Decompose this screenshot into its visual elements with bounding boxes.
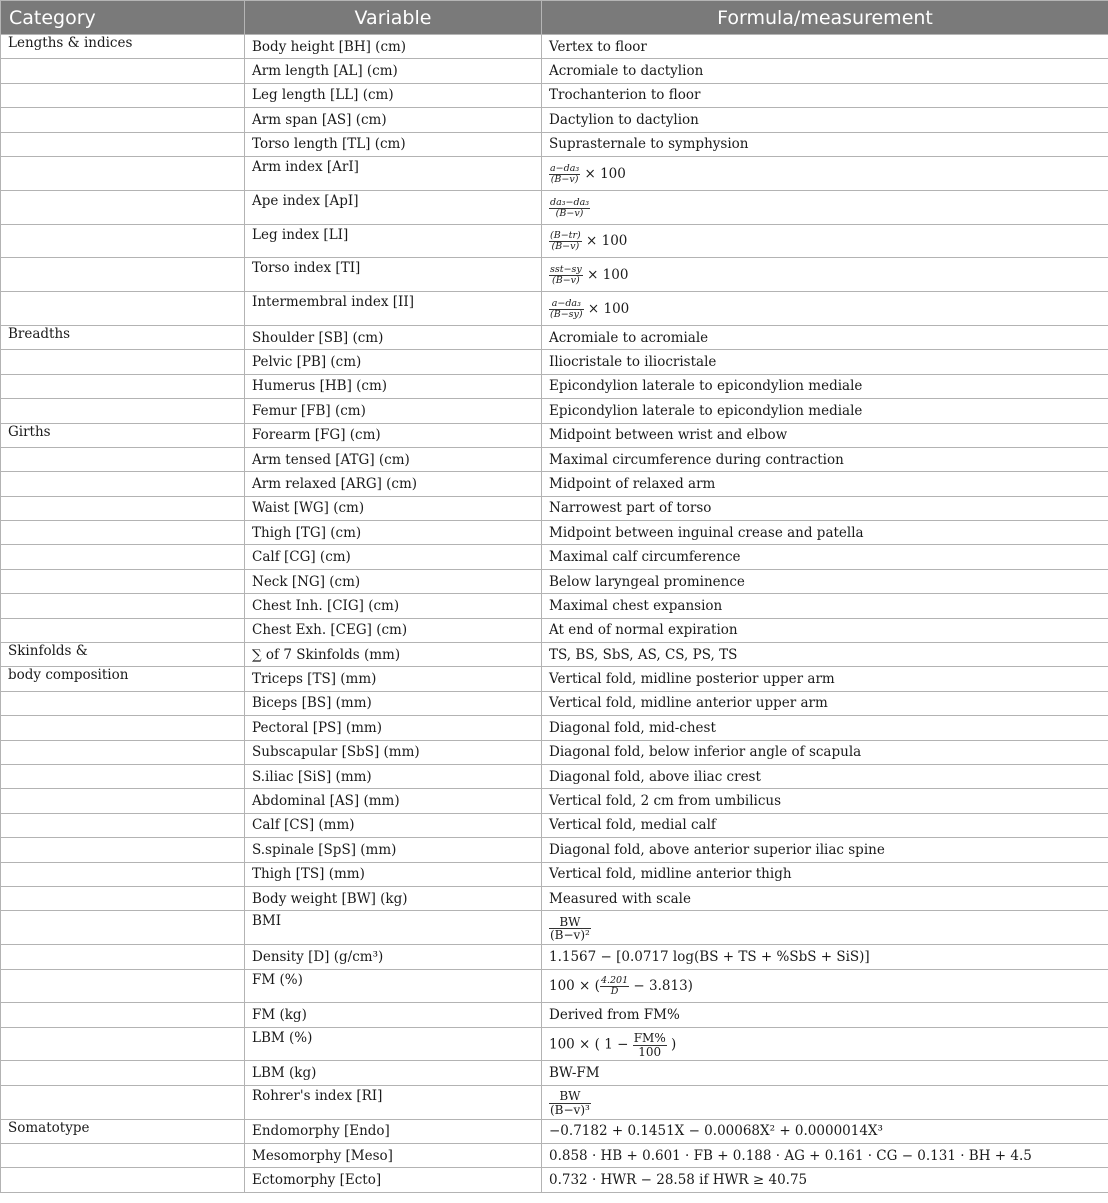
table-row — [1, 764, 1108, 788]
cell-variable: Torso length [TL] (cm) — [245, 132, 542, 156]
cell-variable: Subscapular [SbS] (mm) — [245, 740, 542, 764]
table-body — [1, 35, 1108, 1193]
cell-category — [1, 1085, 245, 1119]
cell-formula: Measured with scale — [542, 886, 1108, 910]
cell-category — [1, 224, 245, 258]
cell-formula: Vertical fold, midline posterior upper arm — [542, 667, 1108, 691]
cell-formula: Suprasternale to symphysion — [542, 132, 1108, 156]
cell-category — [1, 594, 245, 618]
table-row — [1, 945, 1108, 969]
table-row — [1, 350, 1108, 374]
cell-category — [1, 618, 245, 642]
cell-formula — [542, 911, 1108, 945]
table-row — [1, 862, 1108, 886]
cell-variable: Femur [FB] (cm) — [245, 399, 542, 423]
table-row — [1, 156, 1108, 190]
fraction-numerator: BW — [549, 916, 591, 930]
header-row — [1, 1, 1108, 35]
cell-category — [1, 911, 245, 945]
table-row — [1, 1061, 1108, 1085]
cell-category — [1, 1168, 245, 1192]
cell-variable: Ape index [ApI] — [245, 190, 542, 224]
cell-category: body composition — [1, 667, 245, 691]
cell-category — [1, 886, 245, 910]
fraction-numerator: (B−tr) — [550, 230, 581, 242]
formula-suffix: ) — [666, 1036, 677, 1053]
cell-variable: Calf [CS] (mm) — [245, 813, 542, 837]
fraction-numerator: 4.201 — [600, 975, 629, 987]
cell-category — [1, 740, 245, 764]
formula-suffix: × 100 — [582, 267, 629, 284]
table-row — [1, 59, 1108, 83]
cell-formula: Diagonal fold, mid-chest — [542, 716, 1108, 740]
table-row — [1, 190, 1108, 224]
cell-category — [1, 83, 245, 107]
cell-variable: Arm tensed [ATG] (cm) — [245, 447, 542, 471]
cell-variable: Abdominal [AS] (mm) — [245, 789, 542, 813]
table-row — [1, 325, 1108, 349]
fraction — [549, 231, 582, 252]
cell-category: Skinfolds & — [1, 643, 245, 667]
cell-variable: ∑ of 7 Skinfolds (mm) — [245, 643, 542, 667]
cell-formula: Trochanterion to floor — [542, 83, 1108, 107]
cell-variable: Thigh [TG] (cm) — [245, 521, 542, 545]
formula-prefix: 100 × ( 1 − — [549, 1036, 633, 1053]
cell-formula: TS, BS, SbS, AS, CS, PS, TS — [542, 643, 1108, 667]
cell-variable: Mesomorphy [Meso] — [245, 1144, 542, 1168]
table-row — [1, 838, 1108, 862]
cell-category — [1, 132, 245, 156]
cell-formula: Vertical fold, 2 cm from umbilicus — [542, 789, 1108, 813]
table-row — [1, 667, 1108, 691]
table-row — [1, 423, 1108, 447]
fraction-denominator: (B−v) — [550, 173, 579, 185]
table-row — [1, 132, 1108, 156]
cell-formula: Diagonal fold, above iliac crest — [542, 764, 1108, 788]
cell-formula — [542, 1085, 1108, 1119]
fraction-numerator: FM% — [633, 1030, 666, 1045]
cell-formula: Dactylion to dactylion — [542, 108, 1108, 132]
cell-formula — [542, 969, 1108, 1003]
cell-category — [1, 838, 245, 862]
cell-formula: Midpoint between inguinal crease and patella — [542, 521, 1108, 545]
cell-formula: Midpoint between wrist and elbow — [542, 423, 1108, 447]
cell-variable: Ectomorphy [Ecto] — [245, 1168, 542, 1192]
cell-formula: Vertex to floor — [542, 35, 1108, 59]
cell-variable: Forearm [FG] (cm) — [245, 423, 542, 447]
cell-variable: Waist [WG] (cm) — [245, 496, 542, 520]
cell-variable: BMI — [245, 911, 542, 945]
table-row — [1, 292, 1108, 326]
cell-category — [1, 472, 245, 496]
fraction-denominator: (B−v)³ — [550, 1102, 590, 1117]
cell-category — [1, 496, 245, 520]
fraction-numerator: sst−sy — [550, 264, 582, 276]
table-row — [1, 35, 1108, 59]
cell-category — [1, 350, 245, 374]
cell-category — [1, 813, 245, 837]
cell-category — [1, 789, 245, 813]
cell-category — [1, 716, 245, 740]
fraction — [633, 1032, 667, 1058]
cell-formula: −0.7182 + 0.1451X − 0.00068X² + 0.0000014X³ — [542, 1119, 1108, 1143]
cell-formula: BW-FM — [542, 1061, 1108, 1085]
cell-formula: Maximal calf circumference — [542, 545, 1108, 569]
cell-variable: Arm length [AL] (cm) — [245, 59, 542, 83]
table-row — [1, 716, 1108, 740]
cell-formula: Derived from FM% — [542, 1003, 1108, 1027]
cell-category — [1, 1027, 245, 1061]
fraction-numerator: da₃−da₃ — [550, 196, 590, 208]
fraction — [549, 265, 583, 286]
table-row — [1, 1119, 1108, 1143]
fraction-denominator: (B−v) — [555, 207, 584, 219]
cell-formula — [542, 292, 1108, 326]
cell-category — [1, 1061, 245, 1085]
table-row — [1, 740, 1108, 764]
cell-formula: 0.858 · HB + 0.601 · FB + 0.188 · AG + 0.161 · CG − 0.131 · BH + 4.5 — [542, 1144, 1108, 1168]
cell-variable: Leg length [LL] (cm) — [245, 83, 542, 107]
table-row — [1, 886, 1108, 910]
table-row — [1, 496, 1108, 520]
cell-category — [1, 862, 245, 886]
formula-prefix: 100 × ( — [549, 978, 600, 995]
cell-category — [1, 969, 245, 1003]
cell-formula: Diagonal fold, below inferior angle of scapula — [542, 740, 1108, 764]
table-row — [1, 258, 1108, 292]
header-formula: Formula/measurement — [542, 1, 1108, 35]
cell-variable: Thigh [TS] (mm) — [245, 862, 542, 886]
cell-variable: Intermembral index [II] — [245, 292, 542, 326]
fraction-denominator: (B−sy) — [550, 309, 583, 321]
formula-suffix: − 3.813) — [629, 978, 693, 995]
table-row — [1, 813, 1108, 837]
fraction — [549, 299, 584, 320]
cell-variable: Triceps [TS] (mm) — [245, 667, 542, 691]
fraction-denominator: (B−v)² — [550, 928, 590, 943]
cell-category — [1, 945, 245, 969]
cell-formula: Vertical fold, midline anterior thigh — [542, 862, 1108, 886]
cell-formula — [542, 156, 1108, 190]
cell-variable: Density [D] (g/cm³) — [245, 945, 542, 969]
cell-variable: Pectoral [PS] (mm) — [245, 716, 542, 740]
cell-category — [1, 1003, 245, 1027]
cell-formula: Acromiale to acromiale — [542, 325, 1108, 349]
cell-category — [1, 1144, 245, 1168]
fraction-denominator: (B−v) — [551, 241, 580, 253]
cell-variable: Arm relaxed [ARG] (cm) — [245, 472, 542, 496]
cell-variable: LBM (%) — [245, 1027, 542, 1061]
cell-category — [1, 374, 245, 398]
cell-category — [1, 258, 245, 292]
cell-category: Girths — [1, 423, 245, 447]
cell-category — [1, 156, 245, 190]
cell-formula: Narrowest part of torso — [542, 496, 1108, 520]
cell-formula: Diagonal fold, above anterior superior iliac spine — [542, 838, 1108, 862]
cell-category — [1, 108, 245, 132]
fraction-numerator: a−da₃ — [550, 162, 580, 174]
cell-variable: Leg index [LI] — [245, 224, 542, 258]
cell-variable: Body weight [BW] (kg) — [245, 886, 542, 910]
cell-variable: Body height [BH] (cm) — [245, 35, 542, 59]
table-row — [1, 1085, 1108, 1119]
header-category: Category — [1, 1, 245, 35]
cell-formula — [542, 1027, 1108, 1061]
formula-suffix: × 100 — [583, 301, 630, 318]
cell-formula: Iliocristale to iliocristale — [542, 350, 1108, 374]
table-row — [1, 789, 1108, 813]
cell-formula: Vertical fold, midline anterior upper arm — [542, 691, 1108, 715]
table-row — [1, 374, 1108, 398]
cell-category — [1, 447, 245, 471]
cell-category: Somatotype — [1, 1119, 245, 1143]
fraction-denominator: (B−v) — [552, 275, 580, 287]
table-row — [1, 521, 1108, 545]
fraction — [549, 1090, 591, 1116]
cell-category — [1, 569, 245, 593]
table-row — [1, 224, 1108, 258]
cell-category: Breadths — [1, 325, 245, 349]
table-row — [1, 399, 1108, 423]
table-row — [1, 569, 1108, 593]
cell-formula: Acromiale to dactylion — [542, 59, 1108, 83]
table-row — [1, 691, 1108, 715]
cell-formula: Maximal circumference during contraction — [542, 447, 1108, 471]
table-row — [1, 643, 1108, 667]
table-row — [1, 545, 1108, 569]
cell-variable: Chest Inh. [CIG] (cm) — [245, 594, 542, 618]
cell-variable: FM (%) — [245, 969, 542, 1003]
table-row — [1, 618, 1108, 642]
cell-formula: 1.1567 − [0.0717 log(BS + TS + %SbS + SiS)] — [542, 945, 1108, 969]
fraction — [549, 916, 591, 942]
cell-variable: Humerus [HB] (cm) — [245, 374, 542, 398]
cell-variable: Chest Exh. [CEG] (cm) — [245, 618, 542, 642]
cell-variable: Neck [NG] (cm) — [245, 569, 542, 593]
table-row — [1, 1027, 1108, 1061]
cell-variable: LBM (kg) — [245, 1061, 542, 1085]
table-row — [1, 1144, 1108, 1168]
table-row — [1, 472, 1108, 496]
header-variable: Variable — [245, 1, 542, 35]
cell-formula: At end of normal expiration — [542, 618, 1108, 642]
cell-variable: Arm span [AS] (cm) — [245, 108, 542, 132]
cell-variable: Biceps [BS] (mm) — [245, 691, 542, 715]
fraction — [549, 164, 580, 185]
cell-formula: Maximal chest expansion — [542, 594, 1108, 618]
cell-variable: Rohrer's index [RI] — [245, 1085, 542, 1119]
cell-category — [1, 399, 245, 423]
fraction — [600, 976, 629, 997]
cell-category — [1, 190, 245, 224]
cell-formula — [542, 224, 1108, 258]
cell-variable: Shoulder [SB] (cm) — [245, 325, 542, 349]
formula-suffix: × 100 — [581, 233, 628, 250]
table-row — [1, 594, 1108, 618]
table-row — [1, 911, 1108, 945]
cell-variable: Endomorphy [Endo] — [245, 1119, 542, 1143]
cell-variable: Pelvic [PB] (cm) — [245, 350, 542, 374]
cell-variable: Torso index [TI] — [245, 258, 542, 292]
cell-formula: Midpoint of relaxed arm — [542, 472, 1108, 496]
cell-formula — [542, 258, 1108, 292]
cell-category — [1, 521, 245, 545]
cell-variable: S.spinale [SpS] (mm) — [245, 838, 542, 862]
cell-category — [1, 764, 245, 788]
fraction-denominator: 100 — [638, 1044, 662, 1059]
cell-category — [1, 691, 245, 715]
fraction-denominator: D — [610, 986, 619, 998]
cell-formula: Below laryngeal prominence — [542, 569, 1108, 593]
cell-variable: FM (kg) — [245, 1003, 542, 1027]
fraction — [549, 198, 590, 219]
cell-formula: 0.732 · HWR − 28.58 if HWR ≥ 40.75 — [542, 1168, 1108, 1192]
table-row — [1, 108, 1108, 132]
cell-category — [1, 292, 245, 326]
cell-variable: Arm index [ArI] — [245, 156, 542, 190]
fraction-numerator: BW — [549, 1090, 591, 1104]
cell-formula — [542, 190, 1108, 224]
cell-formula: Vertical fold, medial calf — [542, 813, 1108, 837]
table-row — [1, 83, 1108, 107]
formula-suffix: × 100 — [580, 165, 626, 182]
fraction-numerator: a−da₃ — [549, 299, 584, 310]
cell-formula: Epicondylion laterale to epicondylion mediale — [542, 374, 1108, 398]
table-row — [1, 447, 1108, 471]
cell-category — [1, 545, 245, 569]
cell-category — [1, 59, 245, 83]
table-row — [1, 1003, 1108, 1027]
cell-category: Lengths & indices — [1, 35, 245, 59]
table-row — [1, 1168, 1108, 1192]
cell-variable: Calf [CG] (cm) — [245, 545, 542, 569]
table-row — [1, 969, 1108, 1003]
cell-variable: S.iliac [SiS] (mm) — [245, 764, 542, 788]
cell-formula: Epicondylion laterale to epicondylion mediale — [542, 399, 1108, 423]
